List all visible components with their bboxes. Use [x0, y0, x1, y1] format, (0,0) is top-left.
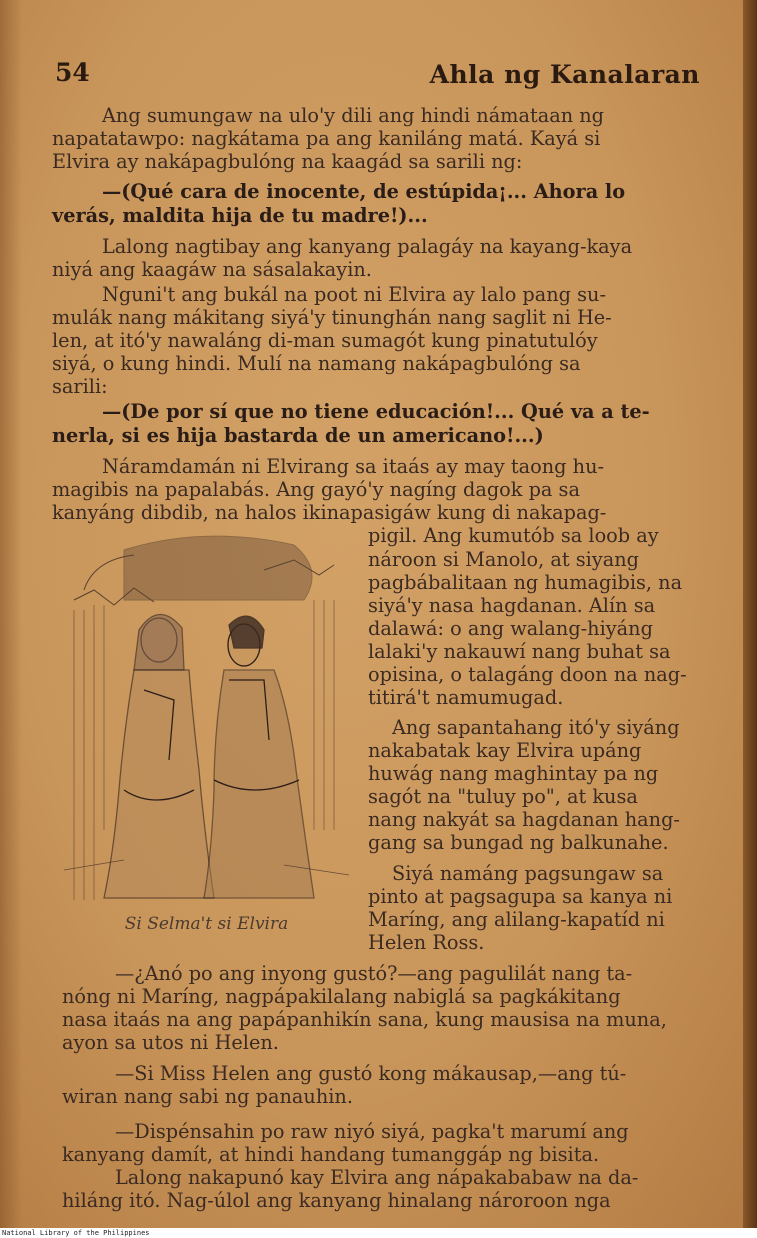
text-line: pigil. Ang kumutób sa loob ay — [368, 524, 659, 547]
text-line: kanyang damít, at hindi handang tumanggáp ng bisita. — [62, 1143, 600, 1166]
text-line: —Dispénsahin po raw niyó siyá, pagka't marumí ang — [115, 1120, 629, 1143]
text-line: kanyáng dibdib, na halos ikinapasigáw kung di nakapag- — [52, 501, 607, 524]
text-line: wiran nang sabi ng panauhin. — [62, 1085, 353, 1108]
text-line: Helen Ross. — [368, 931, 485, 954]
text-line: sarili: — [52, 375, 108, 398]
text-line: Ang sapantahang itó'y siyáng — [392, 716, 680, 739]
text-line: Lalong nagtibay ang kanyang palagáy na kayang-kaya — [102, 235, 633, 258]
text-line: —Si Miss Helen ang gustó kong mákausap,—ang tú- — [115, 1062, 627, 1085]
footer-credit: National Library of the Philippines — [2, 1229, 150, 1237]
text-line: nerla, si es hija bastarda de un americano!...) — [52, 424, 544, 447]
text-line: nakabatak kay Elvira upáng — [368, 739, 642, 762]
text-line: nároon si Manolo, at siyang — [368, 548, 639, 571]
illustration-caption: Si Selma't si Elvira — [124, 914, 289, 934]
page-number: 54 — [55, 58, 90, 87]
text-line: nang nakyát sa hagdanan hang- — [368, 808, 680, 831]
text-line: pinto at pagsagupa sa kanya ni — [368, 885, 673, 908]
text-line: magibis na papalabás. Ang gayó'y nagíng dagok pa sa — [52, 478, 580, 501]
text-line: Náramdamán ni Elvirang sa itaás ay may taong hu- — [102, 455, 604, 478]
text-line: lalaki'y nakauwí nang buhat sa — [368, 640, 671, 663]
text-line: nasa itaás na ang papápanhikín sana, kung mausisa na muna, — [62, 1008, 667, 1031]
text-line: Lalong nakapunó kay Elvira ang nápakababaw na da- — [115, 1166, 639, 1189]
text-line: Nguni't ang bukál na poot ni Elvira ay lalo pang su- — [102, 283, 606, 306]
text-line: gang sa bungad ng balkunahe. — [368, 831, 669, 854]
text-line: niyá ang kaagáw na sásalakayin. — [52, 258, 372, 281]
text-line: len, at itó'y nawaláng di-man sumagót kung pinatutulóy — [52, 329, 598, 352]
text-line: verás, maldita hija de tu madre!)... — [52, 204, 428, 227]
text-line: Ang sumungaw na ulo'y dili ang hindi námataan ng — [102, 104, 605, 127]
text-line: opisina, o talagáng doon na nag- — [368, 663, 687, 686]
text-line: pagbábalitaan ng humagibis, na — [368, 571, 683, 594]
text-line: —(Qué cara de inocente, de estúpida¡... Ahora lo — [102, 180, 626, 203]
text-line: ayon sa utos ni Helen. — [62, 1031, 279, 1054]
text-line: —¿Anó po ang inyong gustó?—ang pagulilát nang ta- — [115, 962, 633, 985]
text-line: hiláng itó. Nag-úlol ang kanyang hinalang nároroon nga — [62, 1189, 611, 1212]
running-title: Ahla ng Kanalaran — [429, 60, 700, 89]
page-shadow-left — [0, 0, 22, 1228]
text-line: Elvira ay nakápagbulóng na kaagád sa sarili ng: — [52, 150, 523, 173]
text-line: Maríng, ang alilang-kapatíd ni — [368, 908, 665, 931]
text-line: siyá, o kung hindi. Mulí na namang nakápagbulóng sa — [52, 352, 581, 375]
text-line: dalawá: o ang walang-hiyáng — [368, 617, 653, 640]
page-edge-right — [743, 0, 757, 1228]
text-line: mulák nang mákitang siyá'y tinunghán nang saglit ni He- — [52, 306, 612, 329]
text-line: —(De por sí que no tiene educación!... Qué va a te- — [102, 400, 650, 423]
page-header — [55, 58, 700, 98]
text-line: titirá't namumugad. — [368, 686, 564, 709]
text-line: sagót na "tuluy po", at kusa — [368, 785, 638, 808]
text-line: napatatawpo: nagkátama pa ang kaniláng matá. Kayá si — [52, 127, 601, 150]
text-line: huwág nang maghintay pa ng — [368, 762, 659, 785]
illustration-two-women — [64, 530, 349, 902]
text-line: Siyá namáng pagsungaw sa — [392, 862, 664, 885]
text-line: nóng ni Maríng, nagpápakilalang nabiglá sa pagkákitang — [62, 985, 621, 1008]
text-line: siyá'y nasa hagdanan. Alín sa — [368, 594, 656, 617]
